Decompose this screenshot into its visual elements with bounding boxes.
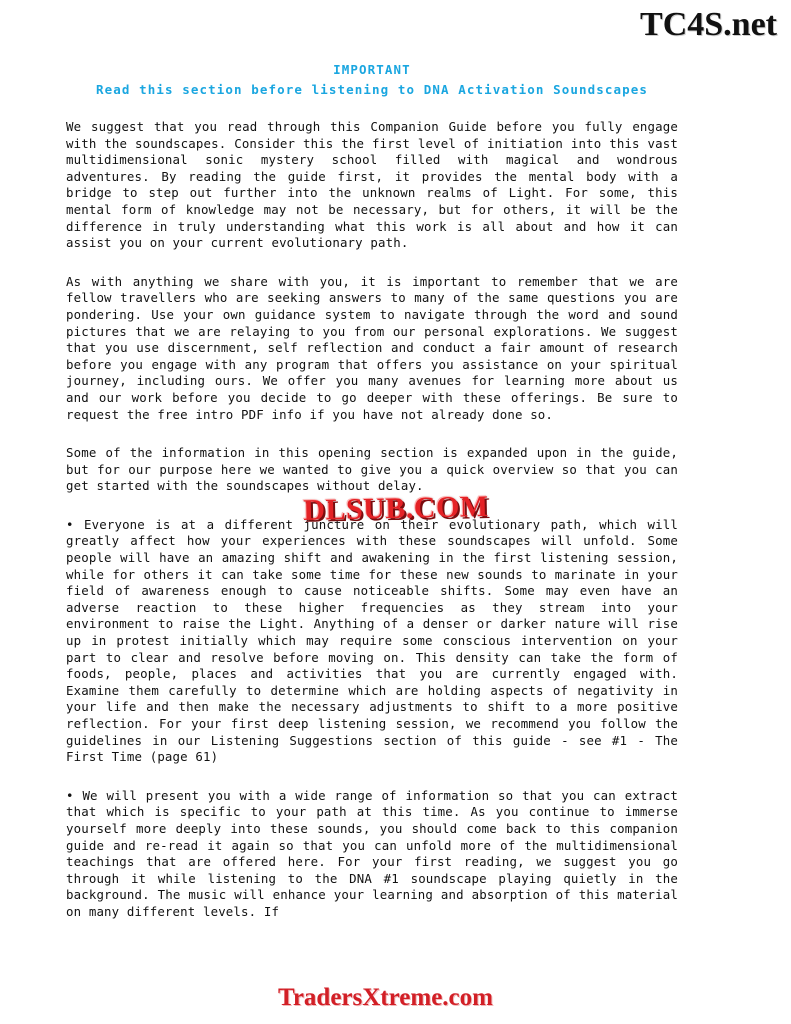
bullet-item-1: • Everyone is at a different juncture on their evolutionary path, which will greatly affect how your experiences with these soundscapes will unfold. Some people will have an amazing shift and awakening in the first listening session, while for others it can take some time for these new sounds to marinate in your field of awareness enough to cause noticeable shifts. Some may even have an adverse reaction to these higher frequencies as they stream into your environment to raise the Light. Anything of a denser or darker nature will rise up in protest initially which may require some conscious intervention on your part to clear and resolve before moving on. This density can take the form of foods, people, places and activities that you are currently engaged with. Examine them carefully to determine which are holding aspects of negativity in your life and then make the necessary adjustments to shift to a more positive reflection. For your first deep listening session, we recommend you follow the guidelines in our Listening Suggestions section of this guide - see #1 - The First Time (page 61) [66,516,678,765]
paragraph-1: We suggest that you read through this Companion Guide before you fully engage with the soundscapes. Consider this the first level of initiation into this vast multidimensional sonic mystery school filled with magical and wondrous adventures. By reading the guide first, it provides the mental body with a bridge to step out further into the unknown realms of Light. For some, this mental form of knowledge may not be necessary, but for others, it will be the difference in truly understanding what this work is all about and how it can assist you on your current evolutionary path. [66,119,678,251]
site-logo: TC4S.net [640,6,777,43]
watermark-dlsub: DLSUB.COM [302,490,489,527]
heading-important: IMPORTANT [333,62,411,77]
bullet-item-2: • We will present you with a wide range of information so that you can extract that which is specific to your path at this time. As you continue to immerse yourself more deeply into these sounds, you should come back to this companion guide and re-read it again so that you can unfold more of the multidimensional teachings that are offered here. For your first reading, we suggest you go through it while listening to the DNA #1 soundscape playing quietly in the background. The music will enhance your learning and absorption of this material on many different levels. If [66,787,678,919]
heading-subtitle: Read this section before listening to DNA Activation Soundscapes [95,82,649,97]
paragraph-3: Some of the information in this opening section is expanded upon in the guide, but for our purpose here we wanted to give you a quick overview so that you can get started with the soundscapes without delay. [66,445,678,494]
watermark-tradersxtreme: TradersXtreme.com [278,984,493,1011]
paragraph-2: As with anything we share with you, it is important to remember that we are fellow travellers who are seeking answers to many of the same questions you are pondering. Use your own guidance system to navigate through the word and sound pictures that we are relaying to you from our personal explorations. We suggest that you use discernment, self reflection and conduct a fair amount of research before you engage with any program that offers you assistance on your spiritual journey, including ours. We offer you many avenues for learning more about us and our work before you decide to go deeper with these offerings. Be sure to request the free intro PDF info if you have not already done so. [66,273,678,422]
